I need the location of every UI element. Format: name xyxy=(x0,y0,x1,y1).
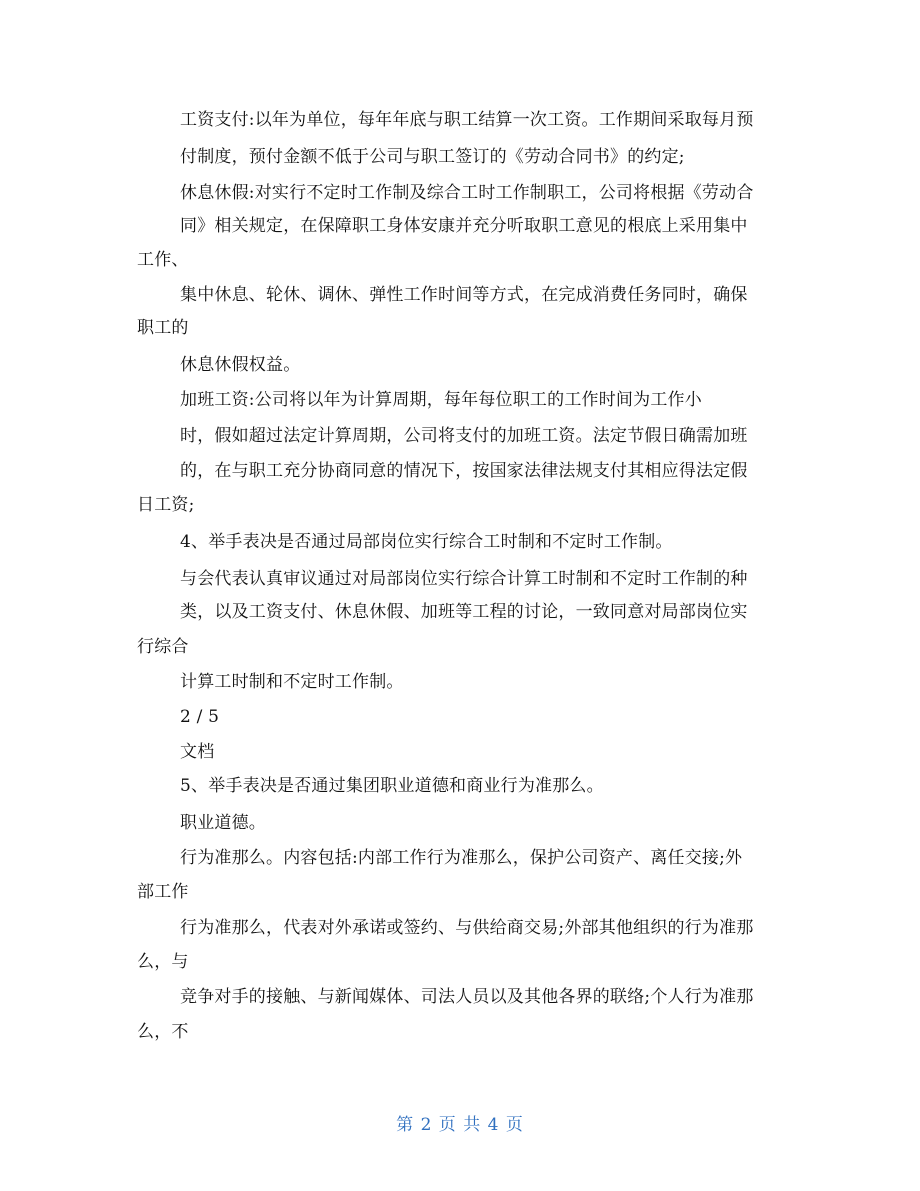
text-line: 与会代表认真审议通过对局部岗位实行综合计算工时制和不定时工作制的种 xyxy=(180,569,748,589)
text-line: 行综合 xyxy=(137,637,189,657)
text-line: 么，与 xyxy=(137,952,189,972)
text-line: 职业道德。 xyxy=(180,813,266,833)
page-marker: 2 / 5 xyxy=(180,707,220,727)
text-line: 的，在与职工充分协商同意的情况下，按国家法律法规支付其相应得法定假 xyxy=(180,461,748,481)
text-line: 计算工时制和不定时工作制。 xyxy=(180,672,404,692)
text-line: 加班工资:公司将以年为计算周期，每年每位职工的工作时间为工作小 xyxy=(180,390,702,410)
text-line: 5、举手表决是否通过集团职业道德和商业行为准那么。 xyxy=(180,776,604,796)
text-line: 职工的 xyxy=(137,318,189,338)
text-line: 日工资; xyxy=(137,495,195,515)
text-line: 付制度，预付金额不低于公司与职工签订的《劳动合同书》的约定; xyxy=(180,147,685,167)
text-line: 部工作 xyxy=(137,882,189,902)
text-line: 集中休息、轮休、调休、弹性工作时间等方式，在完成消费任务同时，确保 xyxy=(180,285,748,305)
page-footer: 第 2 页 共 4 页 xyxy=(396,1115,524,1135)
text-line: 类，以及工资支付、休息休假、加班等工程的讨论，一致同意对局部岗位实 xyxy=(180,602,748,622)
text-line: 休息休假权益。 xyxy=(180,355,301,375)
text-line: 时，假如超过法定计算周期，公司将支付的加班工资。法定节假日确需加班 xyxy=(180,426,748,446)
text-line: 行为准那么。内容包括:内部工作行为准那么，保护公司资产、离任交接;外 xyxy=(180,848,743,868)
text-line: 工资支付:以年为单位，每年年底与职工结算一次工资。工作期间采取每月预 xyxy=(180,110,754,130)
text-line: 同》相关规定，在保障职工身体安康并充分听取职工意见的根底上采用集中 xyxy=(180,216,748,236)
text-line: 4、举手表决是否通过局部岗位实行综合工时制和不定时工作制。 xyxy=(180,532,673,552)
text-line: 么，不 xyxy=(137,1022,189,1042)
text-line: 文档 xyxy=(180,742,215,762)
text-line: 竞争对手的接触、与新闻媒体、司法人员以及其他各界的联络;个人行为准那 xyxy=(180,987,754,1007)
text-line: 工作、 xyxy=(137,250,189,270)
text-line: 休息休假:对实行不定时工作制及综合工时工作制职工，公司将根据《劳动合 xyxy=(180,183,754,203)
text-line: 行为准那么，代表对外承诺或签约、与供给商交易;外部其他组织的行为准那 xyxy=(180,918,754,938)
